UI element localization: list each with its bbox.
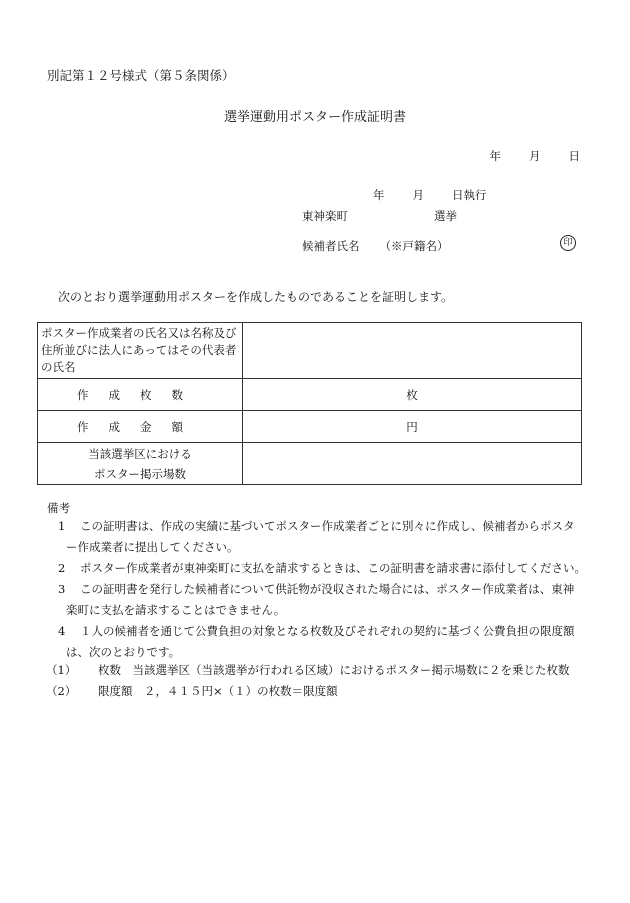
execution-date xyxy=(373,187,487,203)
sub-item-text: 枚数 当該選挙区（当該選挙が行われる区域）におけるポスター掲示場数に２を乗じた枚数 xyxy=(98,663,570,677)
table-row xyxy=(38,443,582,485)
note-text: この証明書を発行した候補者について供託物が没収された場合には、ポスター作成業者は、東神 xyxy=(80,582,575,596)
date-year: 年 xyxy=(489,149,501,163)
board-count-label-line1: 当該選挙区における xyxy=(88,446,192,461)
note-text: １人の候補者を通じて公費負担の対象となる枚数及びそれぞれの契約に基づく公費負担の限度額 xyxy=(80,624,575,638)
note-text-cont: は、次のとおりです。 xyxy=(66,645,181,659)
candidate-note: （※戸籍名） xyxy=(379,239,449,253)
amount-label: 作成金額 xyxy=(38,411,243,443)
document-title: 選挙運動用ポスター作成証明書 xyxy=(223,110,406,125)
note-text-cont: 楽町に支払を請求することはできません。 xyxy=(66,603,286,617)
note-number: 4 xyxy=(58,624,66,638)
election-label: 選挙 xyxy=(434,209,457,223)
amount-unit: 円 xyxy=(243,411,582,443)
table-row xyxy=(38,323,582,379)
note-text: この証明書は、作成の実績に基づいてポスター作成業者ごとに別々に作成し、候補者からポスタ xyxy=(80,519,575,533)
board-count-label xyxy=(38,443,243,485)
note-item xyxy=(58,516,588,558)
date-month: 月 xyxy=(529,149,541,163)
sub-item xyxy=(46,662,570,678)
certification-statement: 次のとおり選挙運動用ポスターを作成したものであることを証明します。 xyxy=(58,290,454,304)
candidate-line xyxy=(302,238,449,254)
town-name: 東神楽町 xyxy=(302,209,348,223)
board-count-label-line2: ポスター掲示場数 xyxy=(94,466,186,481)
notes-heading: 備考 xyxy=(47,501,70,515)
note-number: 3 xyxy=(58,582,66,596)
note-text: ポスター作成業者が東神楽町に支払を請求するときは、この証明書を請求書に添付してください。 xyxy=(80,561,586,575)
board-count-value[interactable] xyxy=(243,443,582,485)
table-row xyxy=(38,411,582,443)
note-number: 2 xyxy=(58,561,66,575)
issue-date xyxy=(490,148,581,164)
quantity-unit: 枚 xyxy=(243,379,582,411)
certificate-table xyxy=(37,322,582,485)
note-item xyxy=(58,579,588,621)
exec-day: 日執行 xyxy=(452,188,487,202)
sub-item xyxy=(46,683,338,699)
exec-month: 月 xyxy=(412,188,424,202)
exec-year: 年 xyxy=(373,188,385,202)
candidate-label: 候補者氏名 xyxy=(302,239,360,253)
seal-mark: 印 xyxy=(560,235,576,251)
sub-item-text: 限度額 ２，４１５円×（１）の枚数＝限度額 xyxy=(98,684,338,698)
election-name xyxy=(302,208,457,224)
quantity-label: 作成枚数 xyxy=(38,379,243,411)
sub-item-number: （2） xyxy=(46,684,77,698)
note-item xyxy=(58,558,588,579)
note-item xyxy=(58,621,588,663)
form-id: 別記第１２号様式（第５条関係） xyxy=(47,68,235,83)
note-text-cont: ー作成業者に提出してください。 xyxy=(66,540,239,554)
producer-value[interactable] xyxy=(243,323,582,379)
sub-item-number: （1） xyxy=(46,663,77,677)
producer-label: ポスター作成業者の氏名又は名称及び住所並びに法人にあってはその代表者の氏名 xyxy=(38,323,243,379)
table-row xyxy=(38,379,582,411)
note-number: 1 xyxy=(58,519,66,533)
date-day: 日 xyxy=(568,149,580,163)
